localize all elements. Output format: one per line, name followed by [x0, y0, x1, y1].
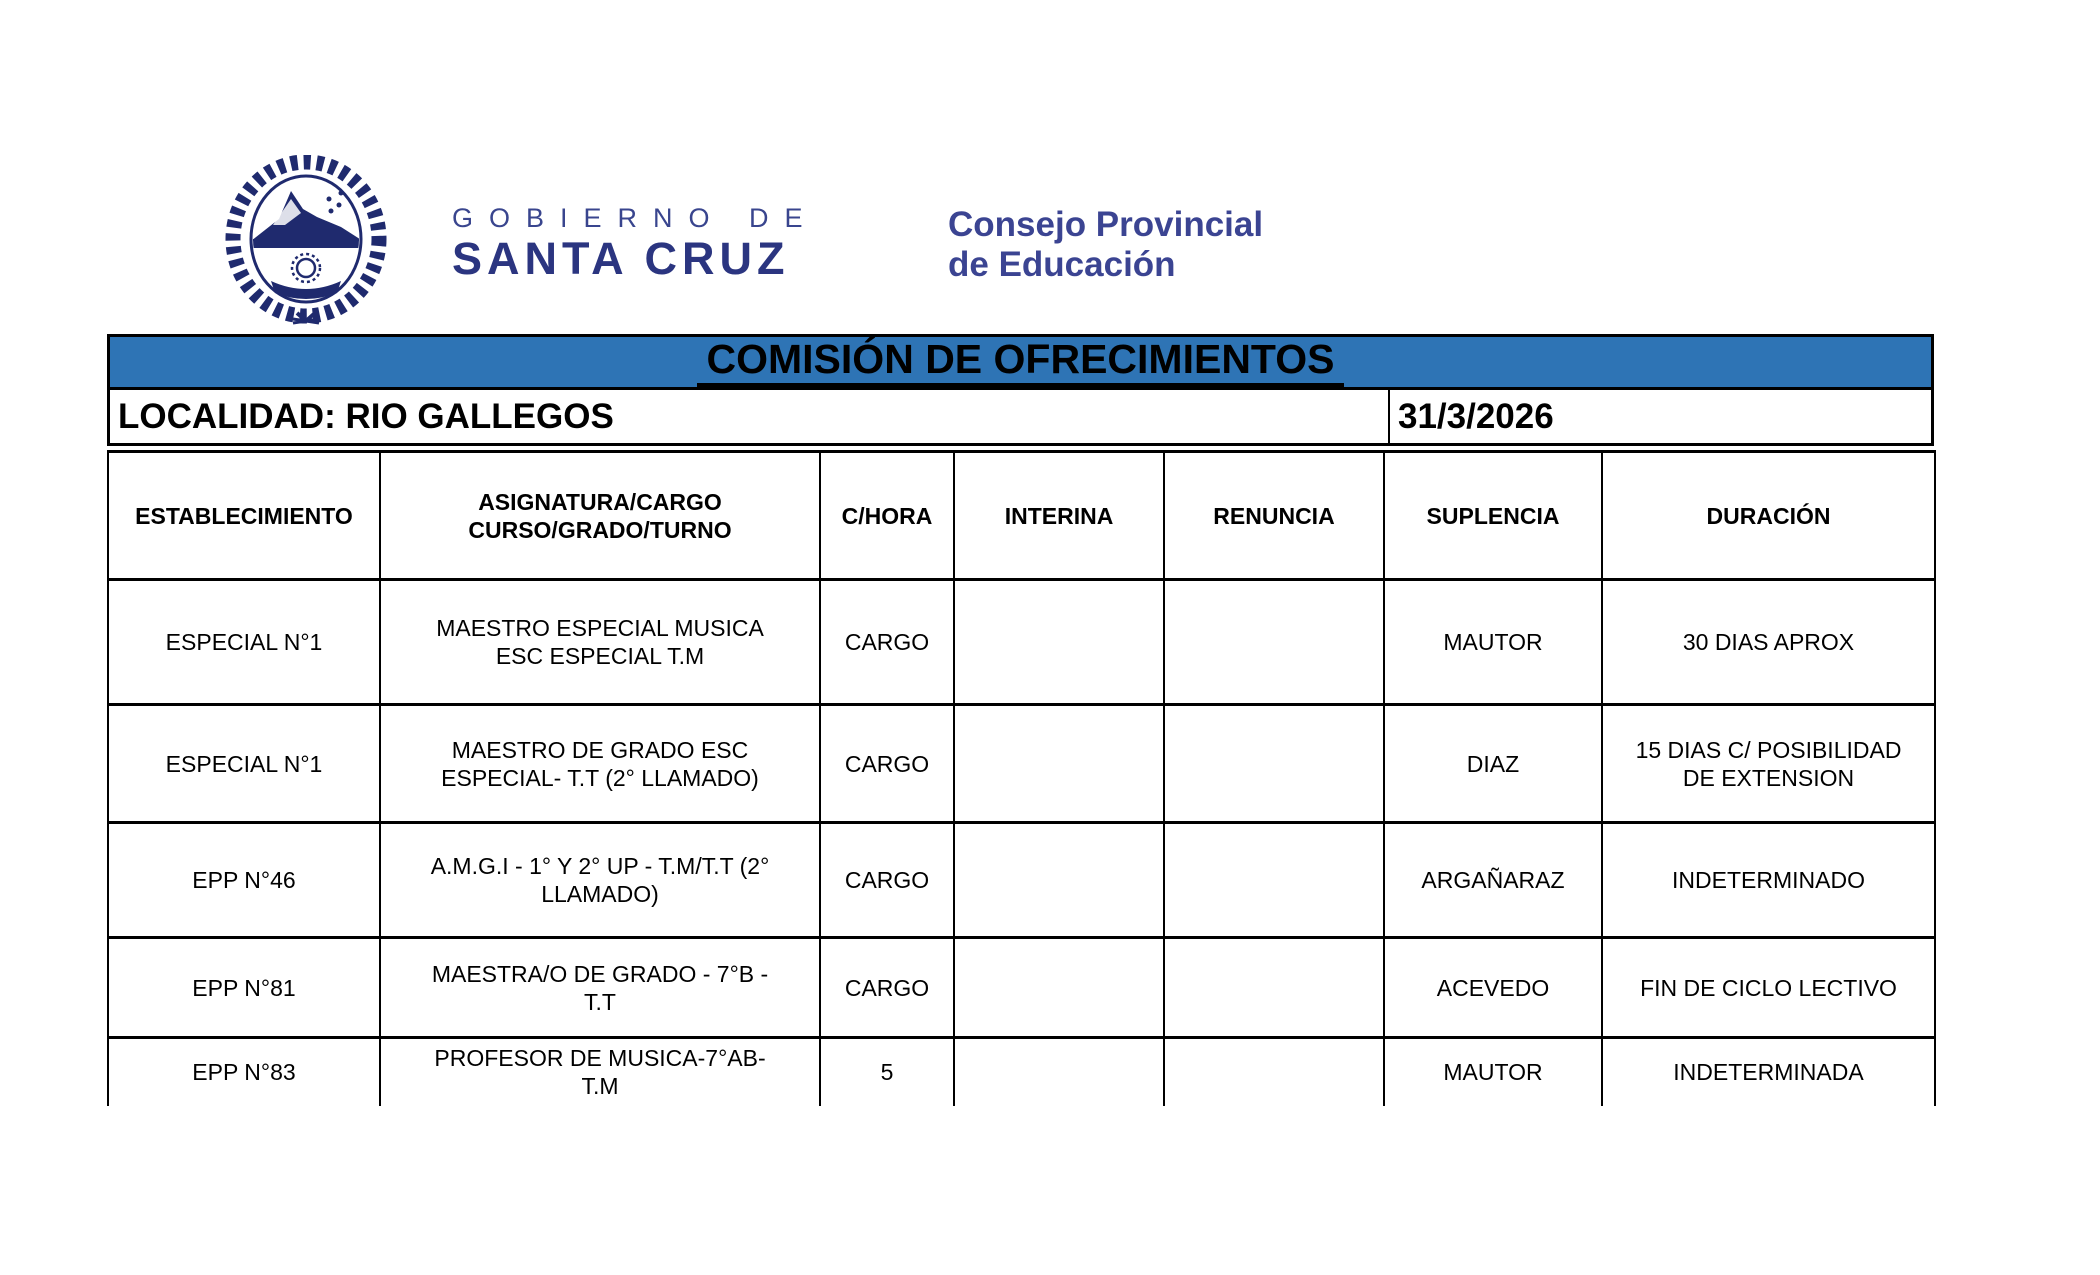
cell-renuncia — [1164, 938, 1384, 1038]
cell-chora: CARGO — [820, 580, 954, 705]
table-header-row — [108, 452, 1935, 580]
cell-chora: 5 — [820, 1038, 954, 1106]
col-header-asignatura: ASIGNATURA/CARGO CURSO/GRADO/TURNO — [380, 452, 820, 580]
cell-duracion: 15 DIAS C/ POSIBILIDAD DE EXTENSION — [1602, 705, 1935, 823]
cell-duracion: FIN DE CICLO LECTIVO — [1602, 938, 1935, 1038]
col-header-suplencia: SUPLENCIA — [1384, 452, 1602, 580]
page-title: COMISIÓN DE OFRECIMIENTOS — [697, 337, 1345, 388]
cell-duracion: INDETERMINADO — [1602, 823, 1935, 938]
cell-renuncia — [1164, 580, 1384, 705]
col-header-chora: C/HORA — [820, 452, 954, 580]
cell-establecimiento: ESPECIAL N°1 — [108, 580, 380, 705]
letterhead — [0, 0, 2100, 330]
cell-asignatura: PROFESOR DE MUSICA-7°AB- T.M — [380, 1038, 820, 1106]
council-wordmark — [948, 205, 1263, 285]
cell-chora: CARGO — [820, 938, 954, 1038]
col-header-interina: INTERINA — [954, 452, 1164, 580]
cell-establecimiento: EPP N°83 — [108, 1038, 380, 1106]
col-header-duracion: DURACIÓN — [1602, 452, 1935, 580]
cell-renuncia — [1164, 1038, 1384, 1106]
title-banner — [107, 334, 1934, 390]
date-value: 31/3/2026 — [1398, 396, 1554, 436]
cell-asignatura: MAESTRO DE GRADO ESC ESPECIAL- T.T (2° LLAMADO) — [380, 705, 820, 823]
cell-chora: CARGO — [820, 823, 954, 938]
meta-row — [107, 390, 1934, 446]
cell-interina — [954, 1038, 1164, 1106]
cell-interina — [954, 938, 1164, 1038]
cell-suplencia: ACEVEDO — [1384, 938, 1602, 1038]
santa-cruz-text: SANTA CRUZ — [452, 233, 790, 284]
table-row — [108, 938, 1935, 1038]
offers-table — [107, 450, 1936, 1106]
table-row — [108, 580, 1935, 705]
cell-asignatura: MAESTRO ESPECIAL MUSICA ESC ESPECIAL T.M — [380, 580, 820, 705]
cell-duracion: INDETERMINADA — [1602, 1038, 1935, 1106]
table-row — [108, 705, 1935, 823]
cell-establecimiento: EPP N°46 — [108, 823, 380, 938]
cell-establecimiento: EPP N°81 — [108, 938, 380, 1038]
cell-asignatura: MAESTRA/O DE GRADO - 7°B - T.T — [380, 938, 820, 1038]
cell-interina — [954, 705, 1164, 823]
cell-establecimiento: ESPECIAL N°1 — [108, 705, 380, 823]
cell-asignatura: A.M.G.I - 1° Y 2° UP - T.M/T.T (2° LLAMADO) — [380, 823, 820, 938]
cell-suplencia: DIAZ — [1384, 705, 1602, 823]
cell-renuncia — [1164, 705, 1384, 823]
col-header-renuncia: RENUNCIA — [1164, 452, 1384, 580]
gobierno-de-text: GOBIERNO DE — [452, 203, 819, 233]
table-row — [108, 823, 1935, 938]
santa-cruz-crest-logo — [213, 155, 399, 331]
cell-chora: CARGO — [820, 705, 954, 823]
cell-suplencia: MAUTOR — [1384, 580, 1602, 705]
cell-suplencia: MAUTOR — [1384, 1038, 1602, 1106]
col-header-establecimiento: ESTABLECIMIENTO — [108, 452, 380, 580]
council-line-2: de Educación — [948, 245, 1176, 284]
cell-suplencia: ARGAÑARAZ — [1384, 823, 1602, 938]
council-line-1: Consejo Provincial — [948, 205, 1264, 244]
table-row — [108, 1038, 1935, 1106]
cell-interina — [954, 580, 1164, 705]
cell-renuncia — [1164, 823, 1384, 938]
government-wordmark — [452, 203, 819, 283]
offers-sheet — [107, 334, 1934, 1106]
cell-interina — [954, 823, 1164, 938]
locality-label: LOCALIDAD: RIO GALLEGOS — [110, 390, 1390, 443]
cell-duracion: 30 DIAS APROX — [1602, 580, 1935, 705]
